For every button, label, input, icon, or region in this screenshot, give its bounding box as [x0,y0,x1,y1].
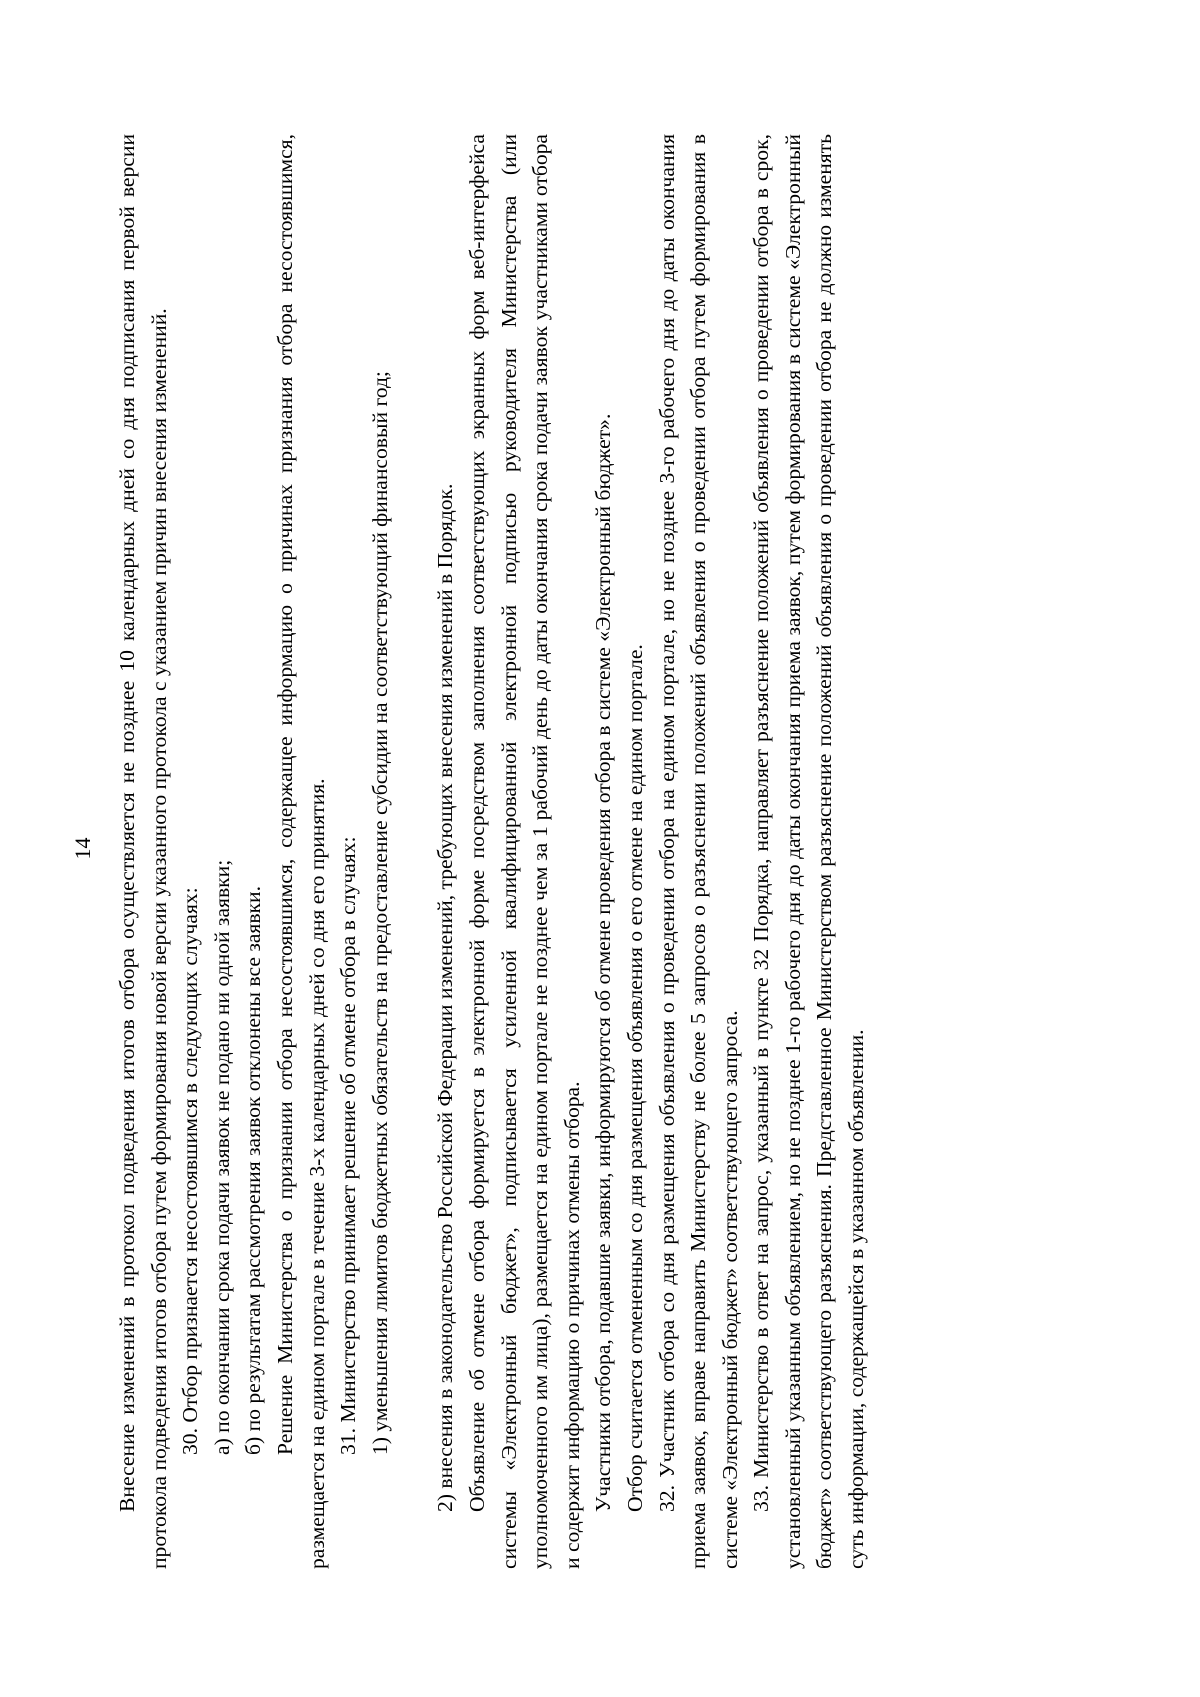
paragraph-decision: Решение Министерства о признании отбора несостоявшимся, содержащее информацию о причинах признания отбора несостоявшимся, размещается на едином портале в течение 3-х календарных дней со дня его принятия. [272,134,329,1569]
paragraph-30a: а) по окончании срока подачи заявок не подано ни одной заявки; [209,859,234,1455]
paragraph-31: 31. Министерство принимает решение об отмене отбора в случаях: [336,836,361,1455]
paragraph-participants-informed: Участники отбора, подавшие заявки, информируются об отмене проведения отбора в системе «Электронный бюджет». [591,413,616,1512]
paragraph-cancellation-notice: Объявление об отмене отбора формируется в электронной форме посредством заполнения соответствующих экранных форм веб-интерфейса системы «Электронный бюджет», подписывается усиленной квалифицированной электронной подписью руководителя Министерства (или уполномоченного им лица), размещается на едином портале не позднее чем за 1 рабочий день до даты окончания срока подачи заявок участниками отбора и содержит информацию о причинах отмены отбора. [464,134,584,1569]
paragraph-33: 33. Министерство в ответ на запрос, указанный в пункте 32 Порядка, направляет разъяснение положений объявления о проведении отбора в срок, установленный указанным объявлением, но не позднее 1-го рабочего дня до даты окончания приема заявок, путем формирования в системе «Электронный бюджет» соответствующего разъяснения. Представленное Министерством разъяснение положений объявления о проведении отбора не должно изменять суть информации, содержащейся в указанном объявлении. [749,134,869,1569]
paragraph-30: 30. Отбор признается несостоявшимся в следующих случаях: [178,887,203,1455]
paragraph-30b: б) по результатам рассмотрения заявок отклонены все заявки. [241,885,266,1455]
paragraph-31-1: 1) уменьшения лимитов бюджетных обязательств на предоставление субсидии на соответствующий финансовый год; [367,371,392,1455]
paragraph-31-2: 2) внесения в законодательство Российской Федерации изменений, требующих внесения изменений в Порядок. [433,483,458,1512]
document-body [112,134,873,1569]
paragraph-32: 32. Участник отбора со дня размещения объявления о проведении отбора на едином портале, но не позднее 3-го рабочего дня до даты окончания приема заявок, вправе направить Министерству не более 5 запросов о разъяснении положений объявления о проведении отбора путем формирования в системе «Электронный бюджет» соответствующего запроса. [654,134,742,1569]
page-number: 14 [70,837,95,860]
spacer [396,134,430,1569]
paragraph-amendments: Внесение изменений в протокол подведения итогов отбора осуществляется не позднее 10 календарных дней со дня подписания первой версии протокола подведения итогов отбора путем формирования новой версии указанного протокола с указанием причин внесения изменений. [115,134,171,1569]
paragraph-cancelled-date: Отбор считается отмененным со дня размещения объявления о его отмене на едином портале. [622,644,647,1512]
